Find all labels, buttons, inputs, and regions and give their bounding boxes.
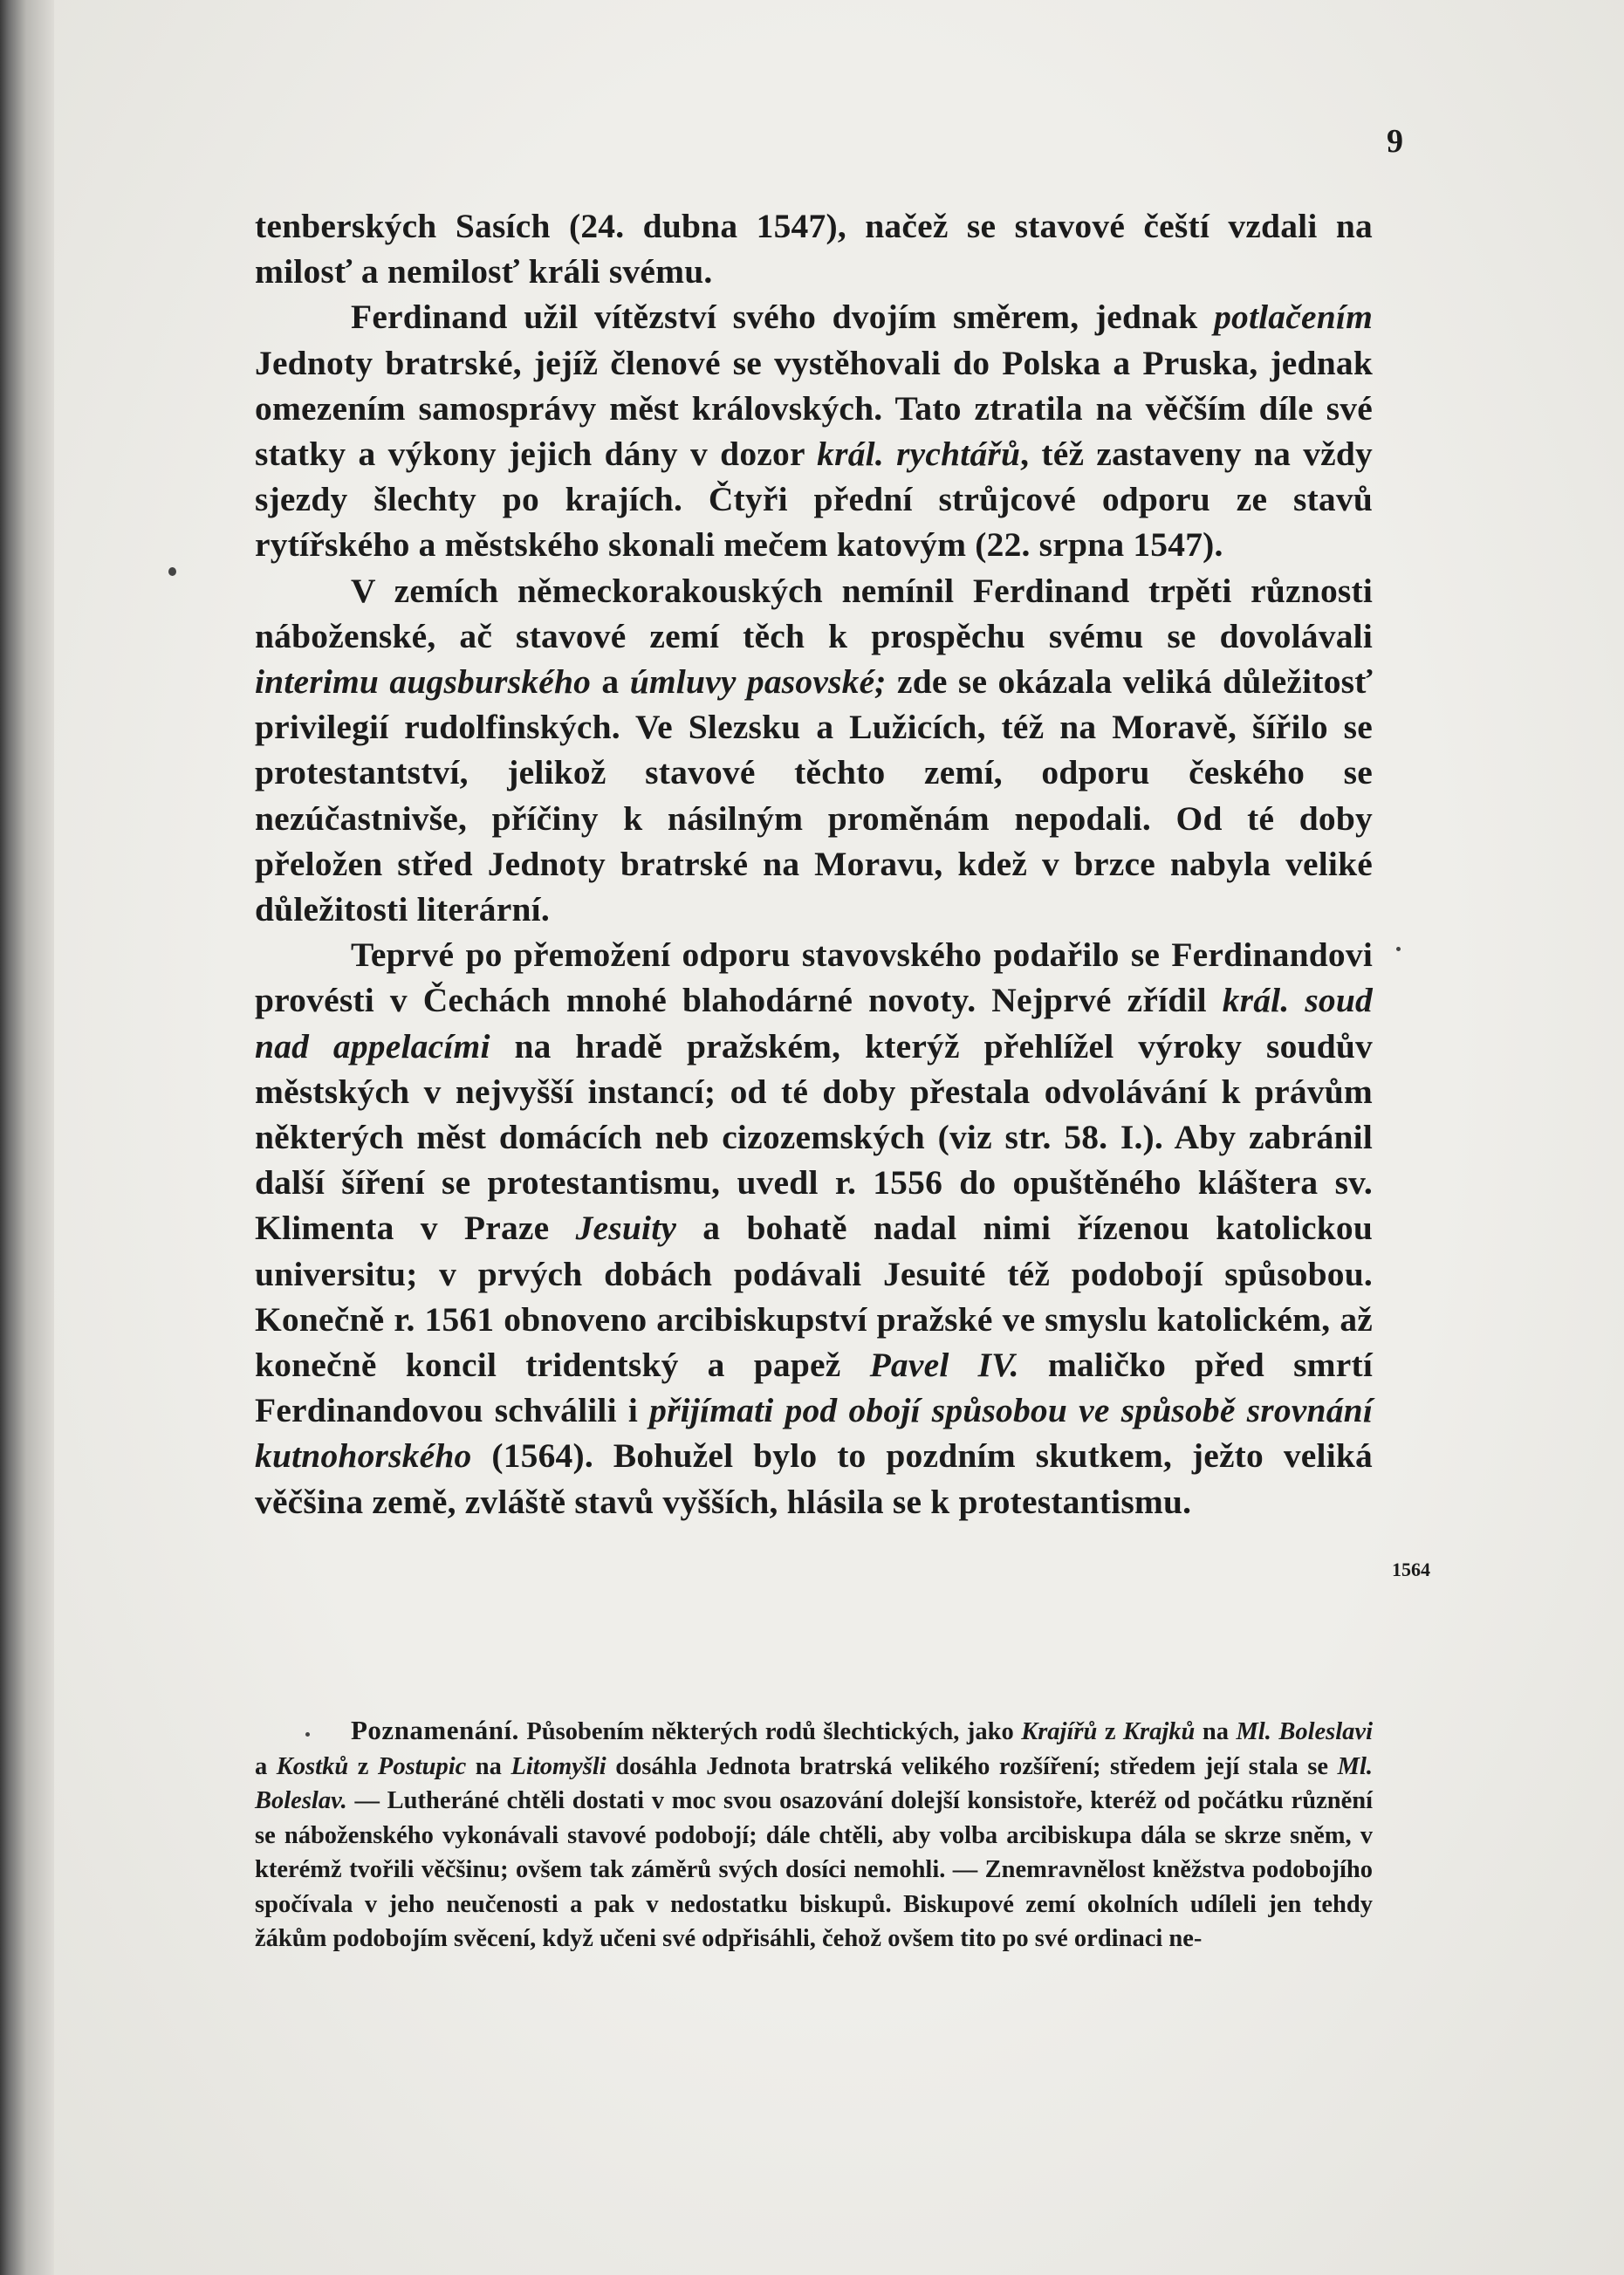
footnote-run-7: Kostků: [276, 1752, 349, 1780]
footnote-run-1: Krajířů: [1021, 1718, 1098, 1745]
paragraph-3: [255, 568, 1373, 933]
footnote-run-14: — Lutheráné chtěli dostati v moc svou osazování dolejší konsistoře, kteréž od počátku různění se náboženského vykonávali stavové podobojí; dále chtěli, aby volba arcibiskupa dála se skrze sněm, v kterémž tvořili věčšinu; ovšem tak záměrů svých dosíci nemohli. — Znemravnělost kněžstva podobojího spočívala v jeho neučenosti a pak v nedostatku biskupů. Biskupové zemí okolních udíleli jen tehdy žákům podobojím svěcení, když učeni své odpřisáhli, čehož ovšem tito po své ordinaci ne-: [255, 1787, 1373, 1952]
footnote-run-8: z: [348, 1752, 378, 1780]
ink-speck: [1396, 947, 1401, 951]
paragraph-4-run-4: a bohatě nadal nimi řízenou katolickou universitu; v prvých dobách podávali Jesuité též podobojí spůsobou. Konečně r. 1561 obnoveno arcibiskupství pražské ve smyslu katolickém, až konečně koncil tridentský a papež: [255, 1209, 1374, 1385]
footnote-heading: Poznamenání.: [351, 1715, 519, 1745]
paragraph-2-run-2: Jednoty bratrské, jejíž členové se vystěhovali do Polska a Pruska, jednak omezením samosprávy měst královských. Tato ztratila na věčším díle své statky a výkony jejich dány v dozor: [255, 343, 1373, 474]
footnote-body: [255, 1718, 1373, 1952]
footnote-run-5: Ml. Boleslavi: [1236, 1718, 1373, 1745]
paragraph-1: [255, 203, 1373, 294]
paragraph-2-run-1: potlačením: [1214, 298, 1373, 337]
paragraph-4-run-7: přijímati pod obojí spůsobou ve spůsobě srovnání kutnohorského: [255, 1391, 1373, 1476]
footnote-run-11: Litomyšli: [510, 1752, 606, 1780]
paragraph-3-run-4: zde se okázala veliká důležitosť privilegií rudolfinských. Ve Slezsku a Lužicích, též na Moravě, šířilo se protestantství, jelikož stavové těchto zemí, odporu českého se nezúčastnivše, příčiny k násilným proměnám nepodali. Od té doby přeložen střed Jednoty bratrské na Moravu, kdež v brzce nabyla veliké důležitosti literární.: [255, 662, 1373, 929]
footnote-run-2: z: [1097, 1718, 1123, 1745]
footnote-poznamenani: [255, 1713, 1373, 1956]
footnote-run-10: na: [466, 1752, 511, 1780]
paragraph-3-run-1: interimu augsburského: [255, 662, 592, 702]
margin-year-note: 1564: [1392, 1559, 1430, 1580]
ink-speck: [168, 567, 176, 576]
footnote-run-13: Ml. Boleslav.: [255, 1752, 1374, 1814]
paragraph-2: [255, 294, 1373, 567]
paragraph-3-run-3: úmluvy pasovské;: [629, 662, 887, 702]
paragraph-4: [255, 932, 1373, 1525]
paragraph-4-run-2: na hradě pražském, kterýž přehlížel výroky soudův městských v nejvyšší instancí; od té doby přestala odvolávání k právům některých měst domácích neb cizozemských (viz str. 58. I.). Aby zabránil další šíření se protestantismu, uvedl r. 1556 do opuštěného kláštera sv. Klimenta v Praze: [255, 1026, 1373, 1248]
paragraph-3-run-0: V zemích německorakouských nemínil Ferdinand trpěti různosti náboženské, ač stavové zemí těch k prospěchu svému se dovolávali: [255, 571, 1373, 655]
footnote-run-9: Postupic: [377, 1752, 467, 1780]
main-text: [255, 203, 1373, 1525]
paragraph-2-run-0: Ferdinand užil vítězství svého dvojím směrem, jednak: [351, 298, 1215, 337]
paragraph-1-run-0: tenberských Sasích (24. dubna 1547), načež se stavové čeští vzdali na milosť a nemilosť králi svému.: [255, 207, 1373, 291]
paragraph-2-run-4: , též zastaveny na vždy sjezdy šlechty po krajích. Čtyři přední strůjcové odporu ze stavů rytířského a městského skonali mečem katovým (22. srpna 1547).: [255, 435, 1373, 565]
paragraph-4-run-3: Jesuity: [575, 1209, 677, 1248]
paragraph-3-run-2: a: [591, 662, 630, 702]
book-spine-shadow: [0, 0, 54, 2275]
page-number: 9: [1387, 123, 1403, 160]
paragraph-4-run-1: král. soud nad appelacími: [255, 981, 1373, 1066]
paragraph-4-run-6: maličko před smrtí Ferdinandovou schválili i: [255, 1346, 1374, 1430]
footnote-run-4: na: [1195, 1718, 1237, 1745]
footnote-run-0: Působením některých rodů šlechtických, jako: [518, 1718, 1022, 1745]
paragraph-2-run-3: král. rychtářů: [817, 435, 1021, 474]
paragraph-4-run-5: Pavel IV.: [869, 1346, 1019, 1385]
footnote-run-6: a: [255, 1752, 277, 1780]
footnote-run-3: Krajků: [1122, 1718, 1196, 1745]
footnote-run-12: dosáhla Jednota bratrská velikého rozšíření; středem její stala se: [606, 1752, 1338, 1780]
paragraph-4-run-0: Teprvé po přemožení odporu stavovského podařilo se Ferdinandovi provésti v Čechách mnohé blahodárné novoty. Nejprvé zřídil: [255, 935, 1373, 1020]
paragraph-4-run-8: (1564). Bohužel bylo to pozdním skutkem, ježto veliká věčšina země, zvláště stavů vyšších, hlásila se k protestantismu.: [255, 1436, 1373, 1521]
